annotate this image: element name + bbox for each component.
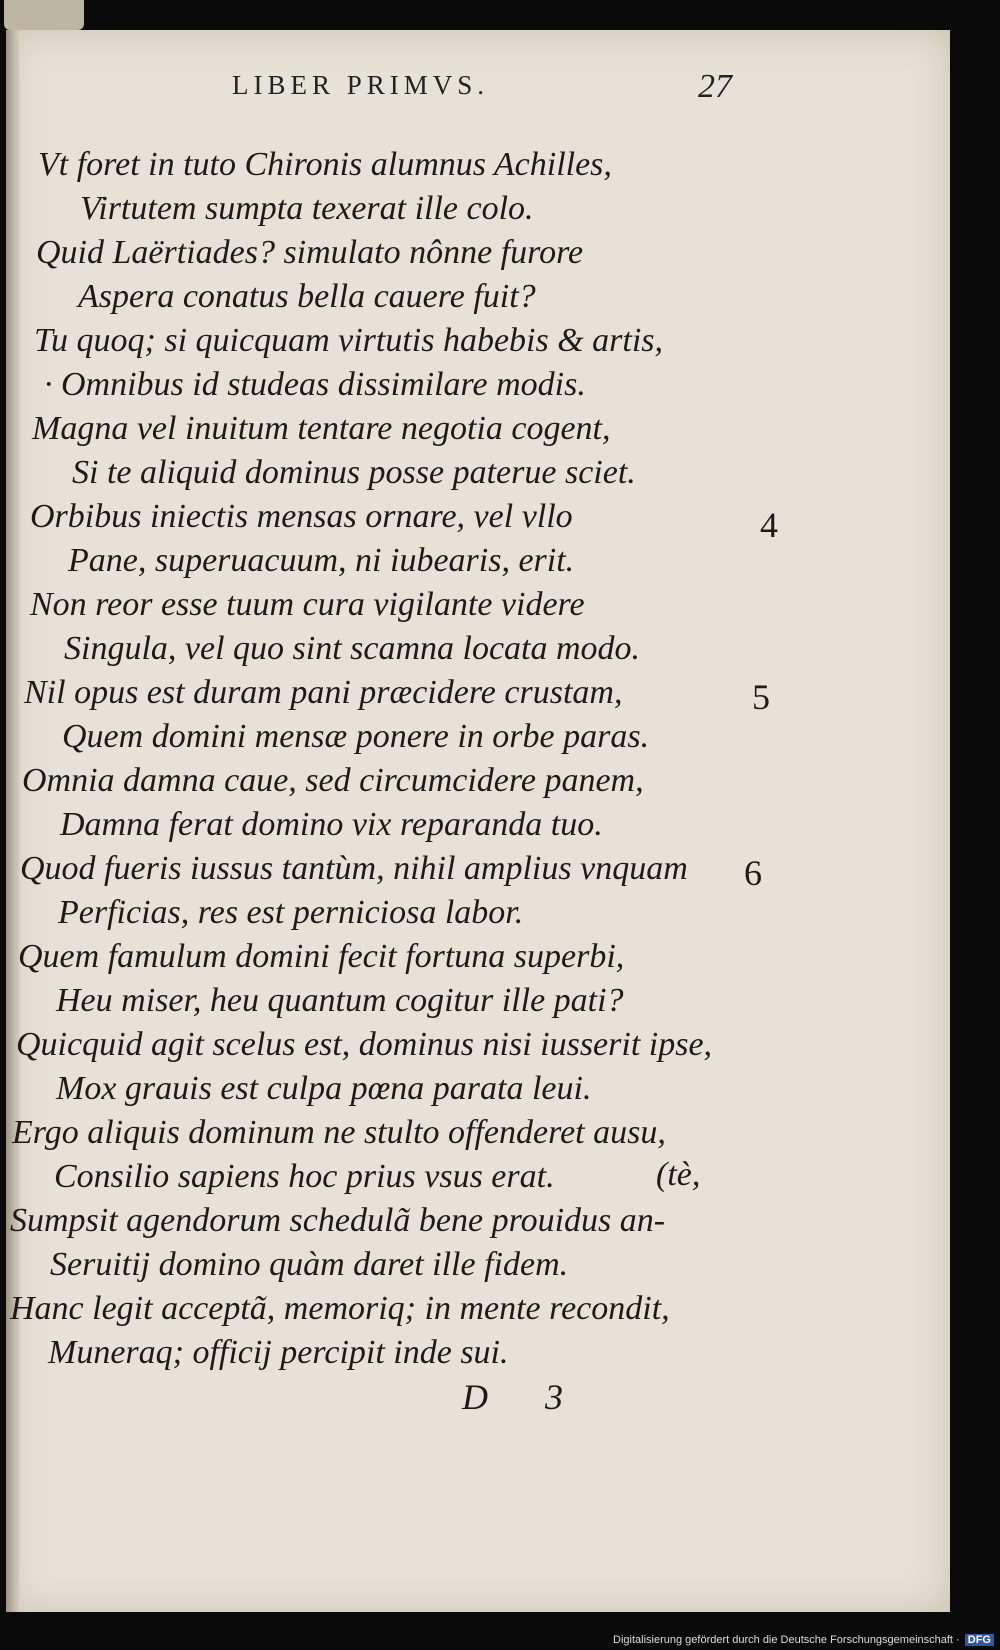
verse-line: Sumpsit agendorum schedulã bene prouidus an-: [10, 1202, 666, 1239]
verse-line: Singula, vel quo sint scamna locata modo.: [64, 630, 641, 667]
verse-line: Tu quoq; si quicquam virtutis habebis & artis,: [34, 322, 664, 359]
signature-mark: D 3: [462, 1377, 587, 1417]
margin-number: 4: [760, 505, 778, 545]
dfg-logo: DFG: [965, 1634, 994, 1646]
verse-line: Quicquid agit scelus est, dominus nisi iusserit ipse,: [16, 1026, 713, 1063]
verse-line: Orbibus iniectis mensas ornare, vel vllo: [30, 498, 573, 535]
verse-line: Muneraq; officij percipit inde sui.: [48, 1334, 509, 1371]
verse-line: Magna vel inuitum tentare negotia cogent,: [32, 410, 611, 447]
verse-line: · Omnibus id studeas dissimilare modis.: [44, 366, 586, 403]
margin-number: 5: [752, 677, 770, 717]
verse-line: Non reor esse tuum cura vigilante videre: [30, 586, 585, 623]
page-tab: [4, 0, 84, 30]
verse-line: Omnia damna caue, sed circumcidere panem,: [22, 762, 644, 799]
verse-line: Si te aliquid dominus posse paterue sciet.: [72, 454, 636, 491]
verse-line: Consilio sapiens hoc prius vsus erat.: [54, 1158, 555, 1195]
verse-line: Nil opus est duram pani præcidere crustam,: [24, 674, 623, 711]
verse-line: Heu miser, heu quantum cogitur ille pati?: [56, 982, 624, 1019]
verse-line: Seruitij domino quàm daret ille fidem.: [50, 1246, 569, 1283]
verse-line: Quid Laërtiades? simulato nônne furore: [36, 234, 584, 271]
verse-line: Aspera conatus bella cauere fuit?: [78, 278, 536, 315]
verse-line: Quem domini mensæ ponere in orbe paras.: [62, 718, 650, 755]
running-title: LIBER PRIMVS.: [232, 70, 490, 100]
digitization-footer: [613, 1634, 994, 1646]
verse-line: Damna ferat domino vix reparanda tuo.: [60, 806, 603, 843]
page-number: 27: [698, 68, 732, 105]
verse-line: Pane, superuacuum, ni iubearis, erit.: [68, 542, 575, 579]
page-spine-shadow: [6, 30, 20, 1612]
verse-line: Ergo aliquis dominum ne stulto offenderet ausu,: [12, 1114, 666, 1151]
verse-line: Quod fueris iussus tantùm, nihil amplius vnquam: [20, 850, 688, 887]
footer-text: Digitalisierung gefördert durch die Deutsche Forschungsgemeinschaft ·: [613, 1634, 960, 1646]
verse-line: Quem famulum domini fecit fortuna superbi,: [18, 938, 625, 975]
margin-number: 6: [744, 853, 762, 893]
verse-line: Mox grauis est culpa pœna parata leui.: [56, 1070, 592, 1107]
verse-line: Virtutem sumpta texerat ille colo.: [80, 190, 534, 227]
turnover-syllable: (tè,: [656, 1156, 701, 1193]
verse-line: Hanc legit acceptã, memoriq; in mente recondit,: [10, 1290, 670, 1327]
verse-line: Vt foret in tuto Chironis alumnus Achilles,: [38, 146, 612, 183]
verse-line: Perficias, res est perniciosa labor.: [58, 894, 524, 931]
